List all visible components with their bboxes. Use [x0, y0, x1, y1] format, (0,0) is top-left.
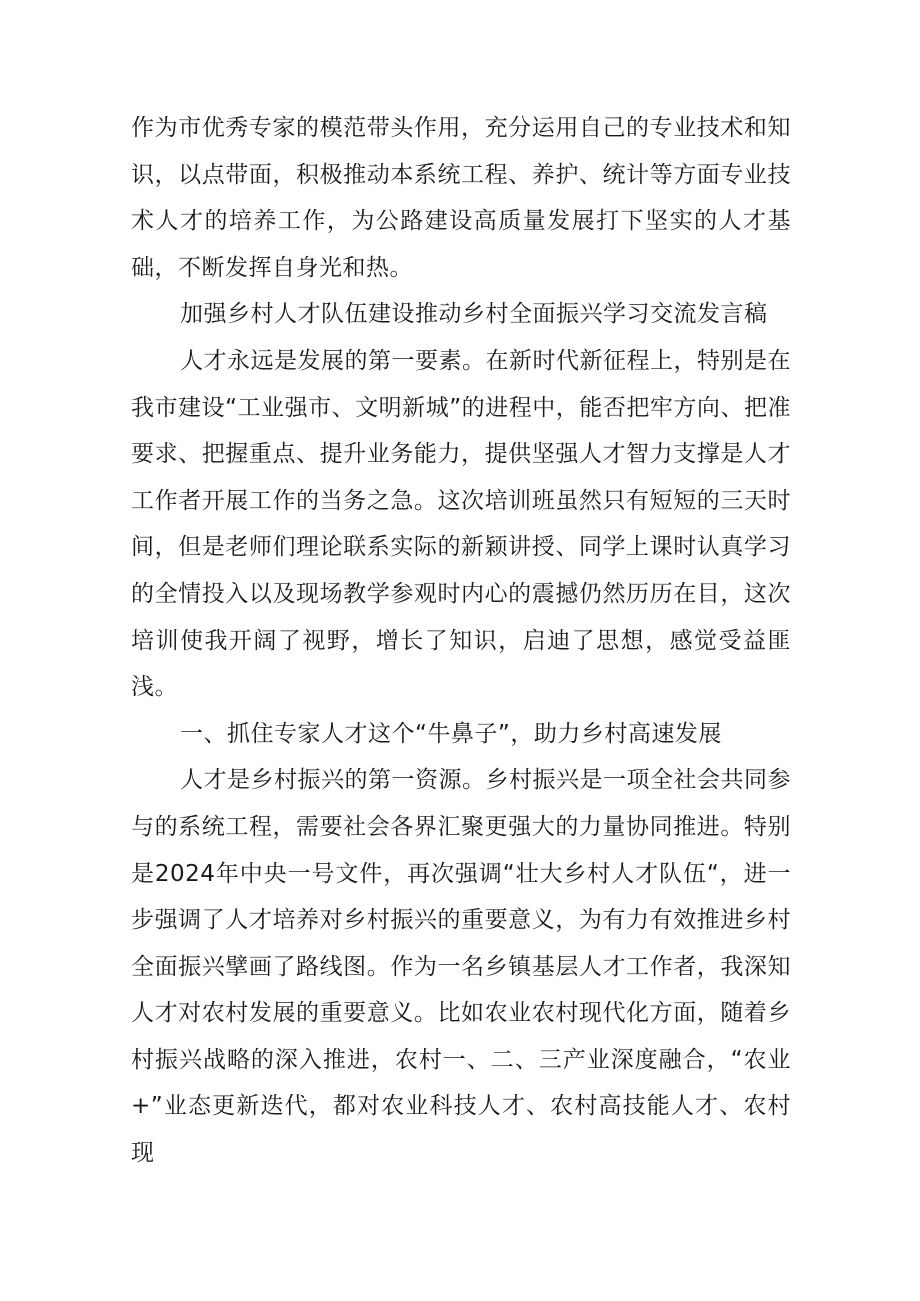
paragraph-section-1-body: 人才是乡村振兴的第一资源。乡村振兴是一项全社会共同参与的系统工程，需要社会各界汇聚更强大的力量协同推进。特别是2024年中央一号文件，再次强调“壮大乡村人才队伍“，进一步强调了人才培养对乡村振兴的重要意义，为有力有效推进乡村全面振兴擘画了路线图。作为一名乡镇基层人才工作者，我深知人才对农村发展的重要意义。比如农业农村现代化方面，随着乡村振兴战略的深入推进，农村一、二、三产业深度融合，“农业+”业态更新迭代，都对农业科技人才、农村高技能人才、农村现: [131, 767, 791, 1167]
paragraph-continuation: 作为市优秀专家的模范带头作用，充分运用自己的专业技术和知识，以点带面，积极推动本系统工程、养护、统计等方面专业技术人才的培养工作，为公路建设高质量发展打下坚实的人才基础，不断发挥自身光和热。: [131, 115, 791, 281]
paragraph-intro: 人才永远是发展的第一要素。在新时代新征程上，特别是在我市建设“工业强市、文明新城”的进程中，能否把牢方向、把准要求、把握重点、提升业务能力，提供坚强人才智力支撑是人才工作者开展工作的当务之急。这次培训班虽然只有短短的三天时间，但是老师们理论联系实际的新颖讲授、同学上课时认真学习的全情投入以及现场教学参观时内心的震撼仍然历历在目，这次培训使我开阔了视野，增长了知识，启迪了思想，感觉受益匪浅。: [131, 347, 791, 701]
speech-title: 加强乡村人才队伍建设推动乡村全面振兴学习交流发言稿: [180, 301, 768, 328]
section-heading-1: 一、抓住专家人才这个“牛鼻子”，助力乡村高速发展: [180, 720, 722, 747]
document-page: [131, 105, 791, 1177]
